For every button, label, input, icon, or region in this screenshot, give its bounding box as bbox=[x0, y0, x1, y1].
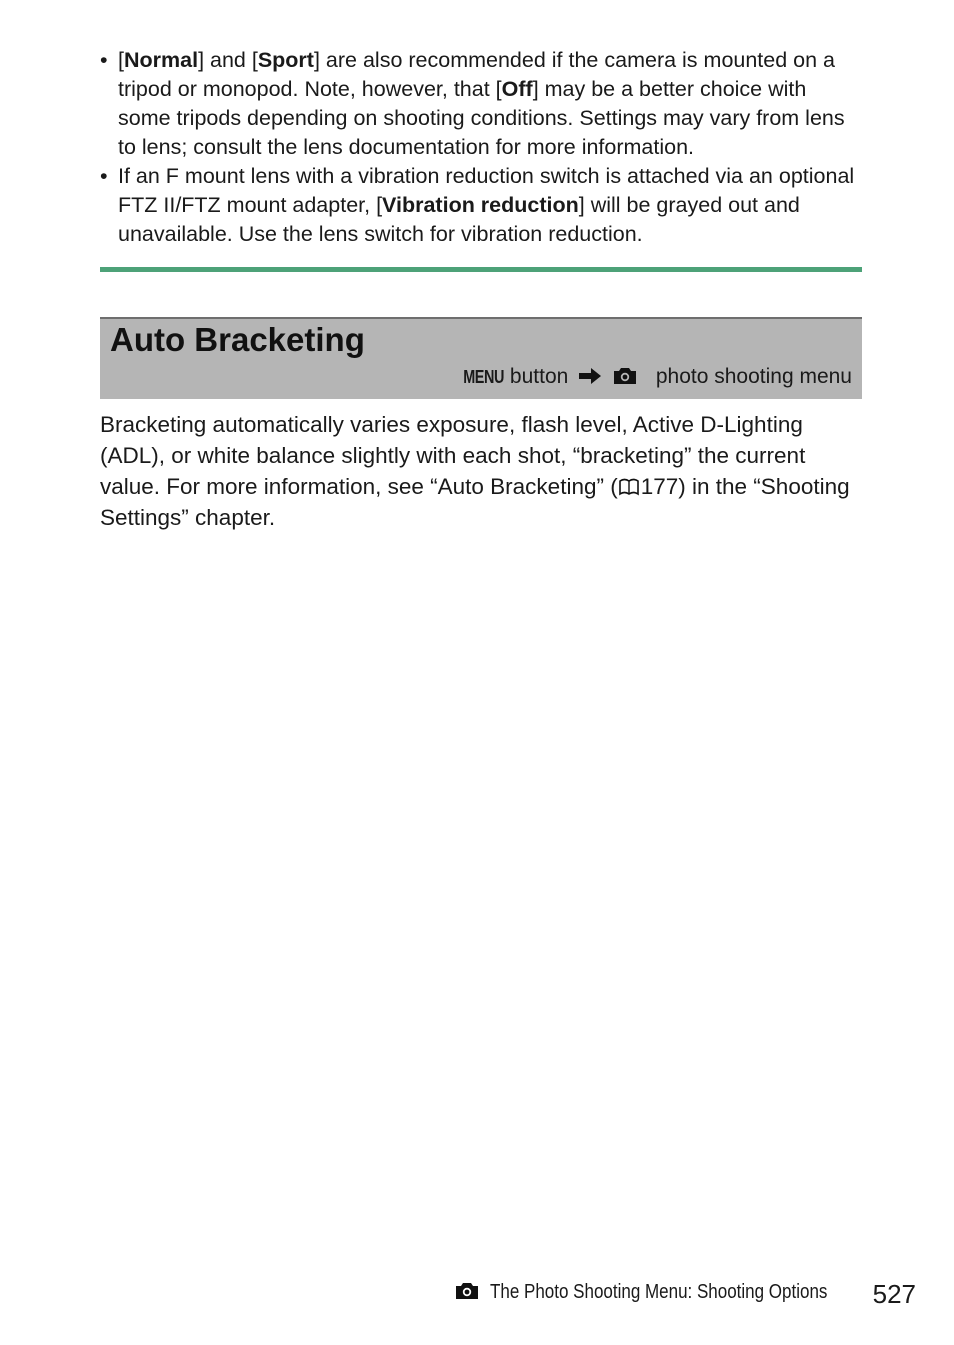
reference-page-link[interactable]: 177 bbox=[640, 474, 679, 499]
bullet-text: [ bbox=[118, 48, 124, 72]
option-vibration-reduction: Vibration reduction bbox=[382, 193, 579, 217]
bullet-dot-icon: • bbox=[100, 164, 108, 188]
bullet-text: ] will be grayed out and unavailable. Use the lens switch for vibration reduction. bbox=[118, 193, 800, 246]
bullet-text: If an F mount lens with a vibration reduction switch is attached via an optional FTZ II/FTZ mount adapter, [ bbox=[118, 164, 855, 217]
bullet-dot-icon: • bbox=[100, 48, 108, 72]
page-footer bbox=[454, 1278, 887, 1306]
section-divider bbox=[100, 267, 862, 272]
button-word: button bbox=[509, 365, 569, 388]
footer-chapter-title: The Photo Shooting Menu: Shooting Options bbox=[489, 1281, 827, 1303]
option-off: Off bbox=[501, 77, 533, 101]
body-text: ) in the “Shooting Settings” chapter. bbox=[100, 474, 850, 530]
bullet-item-f-mount bbox=[100, 162, 860, 249]
bullet-text: ] and [ bbox=[198, 48, 258, 72]
option-sport: Sport bbox=[257, 48, 314, 72]
section-title: Auto Bracketing bbox=[110, 321, 365, 358]
bullet-text: ] may be a better choice with some tripods depending on shooting conditions. Settings may vary from lens to lens; consult the lens documentation for more information. bbox=[118, 77, 845, 159]
menu-name: photo shooting menu bbox=[655, 365, 852, 388]
note-bullet-list bbox=[100, 46, 860, 249]
camera-icon bbox=[454, 1281, 480, 1301]
body-text: Bracketing automatically varies exposure, flash level, Active D-Lighting (ADL), or white balance slightly with each shot, “bracketing” the current value. For more information, see “Auto Bracketing” ( bbox=[100, 412, 806, 499]
option-normal: Normal bbox=[123, 48, 199, 72]
bullet-item-tripod bbox=[100, 46, 860, 162]
page-number: 527 bbox=[872, 1279, 916, 1309]
section-body-paragraph bbox=[100, 409, 862, 533]
arrow-right-icon bbox=[578, 367, 602, 385]
menu-button-key: MENU bbox=[463, 367, 505, 387]
bullet-text: ] are also recommended if the camera is mounted on a tripod or monopod. Note, however, that [ bbox=[118, 48, 836, 101]
menu-path bbox=[453, 363, 852, 391]
camera-icon bbox=[612, 366, 638, 386]
section-header bbox=[100, 317, 862, 399]
book-reference-icon bbox=[618, 478, 640, 496]
